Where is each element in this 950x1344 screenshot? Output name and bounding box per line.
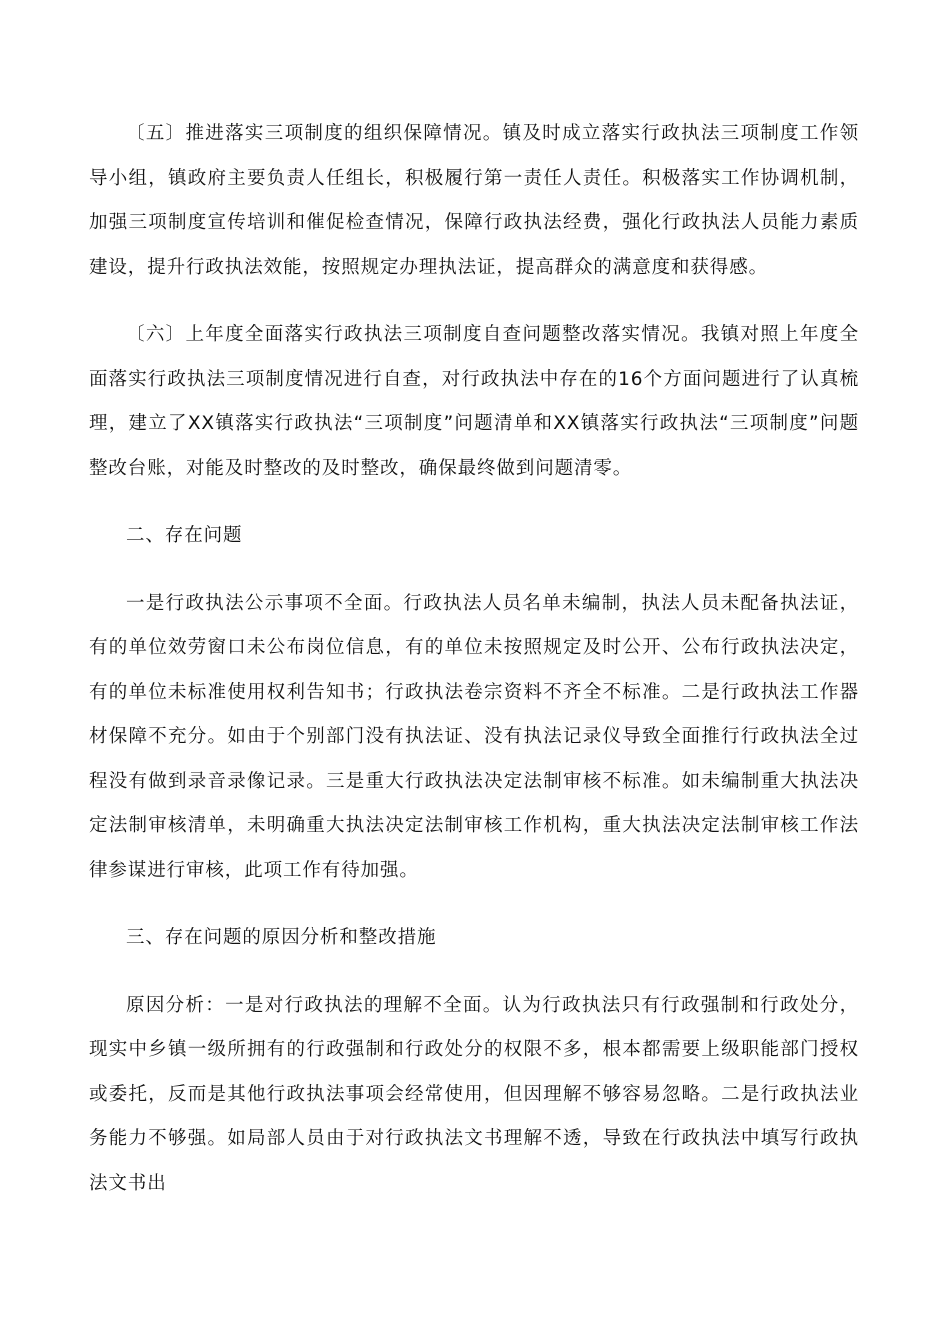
heading-cause-analysis: 三、存在问题的原因分析和整改措施 — [126, 927, 437, 948]
paragraph-section-5: 〔五〕推进落实三项制度的组织保障情况。镇及时成立落实行政执法三项制度工作领导小组，镇政府主要负责人任组长，积极履行第一责任人责任。积极落实工作协调机制，加强三项制度宣传培训和催促检查情况，保障行政执法经费，强化行政执法人员能力素质建设，提升行政执法效能，按照规定办理执法证，提高群众的满意度和获得感。 — [89, 123, 859, 278]
paragraph-problems-detail: 一是行政执法公示事项不全面。行政执法人员名单未编制，执法人员未配备执法证，有的单位效劳窗口未公布岗位信息，有的单位未按照规定及时公开、公布行政执法决定，有的单位未标准使用权利告知书；行政执法卷宗资料不齐全不标准。二是行政执法工作器材保障不充分。如由于个别部门没有执法证、没有执法记录仪导致全面推行行政执法全过程没有做到录音录像记录。三是重大行政执法决定法制审核不标准。如未编制重大执法决定法制审核清单，未明确重大执法决定法制审核工作机构，重大执法决定法制审核工作法律参谋进行审核，此项工作有待加强。 — [89, 592, 859, 881]
paragraph-cause-analysis: 原因分析：一是对行政执法的理解不全面。认为行政执法只有行政强制和行政处分，现实中乡镇一级所拥有的行政强制和行政处分的权限不多，根本都需要上级职能部门授权或委托，反而是其他行政执法事项会经常使用，但因理解不够容易忽略。二是行政执法业务能力不够强。如局部人员由于对行政执法文书理解不透，导致在行政执法中填写行政执法文书出 — [89, 994, 859, 1194]
paragraph-section-6: 〔六〕上年度全面落实行政执法三项制度自查问题整改落实情况。我镇对照上年度全面落实行政执法三项制度情况进行自查，对行政执法中存在的16个方面问题进行了认真梳理，建立了XX镇落实行政执法“三项制度”问题清单和XX镇落实行政执法“三项制度”问题整改台账，对能及时整改的及时整改，确保最终做到问题清零。 — [89, 324, 859, 479]
heading-existing-problems: 二、存在问题 — [126, 525, 243, 546]
document-body — [89, 112, 859, 1229]
